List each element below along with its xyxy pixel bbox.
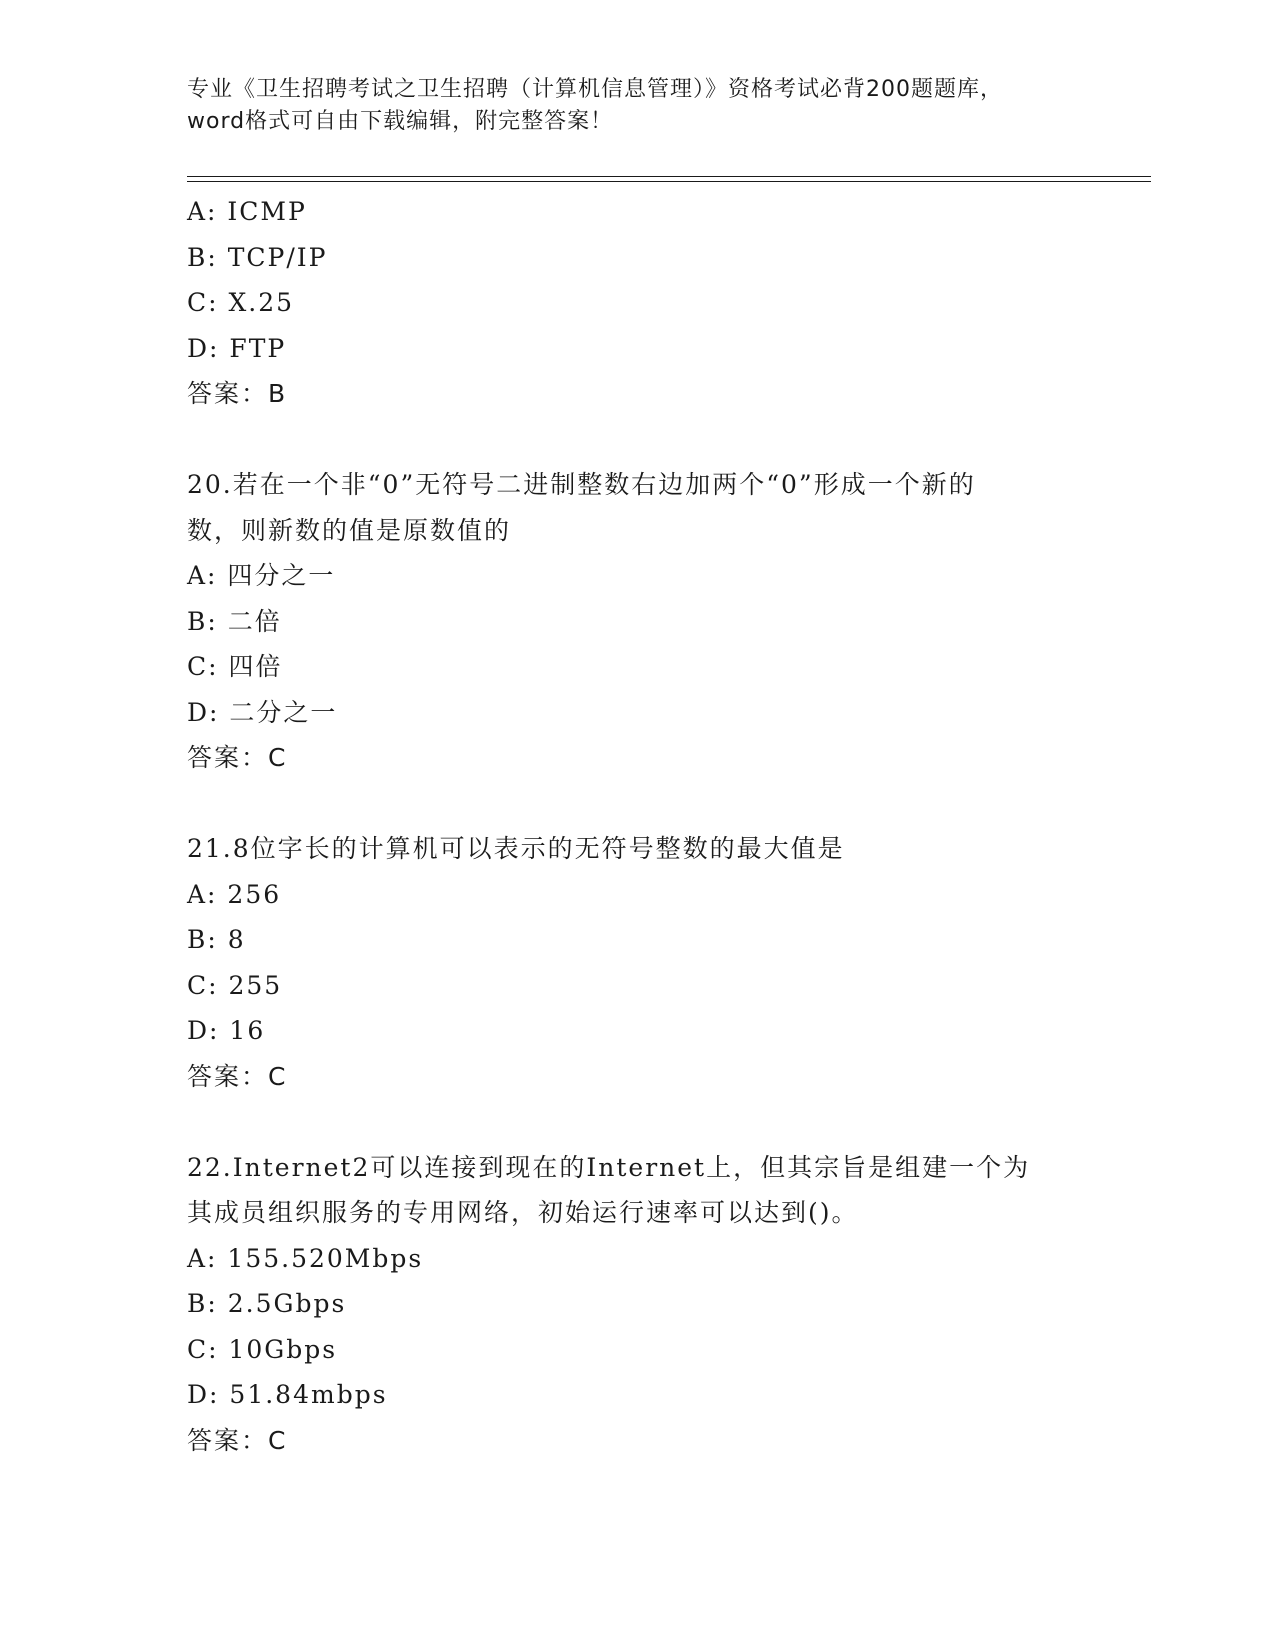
question-22 bbox=[187, 1145, 1087, 1464]
answer: 答案：C bbox=[187, 1425, 288, 1455]
header-divider-top bbox=[187, 176, 1151, 177]
option-b: B: 8 bbox=[187, 925, 246, 954]
option-c: C: 10Gbps bbox=[187, 1334, 338, 1364]
option-d: D: FTP bbox=[187, 333, 287, 363]
option-d: D: 二分之一 bbox=[187, 697, 338, 727]
option-a: A: 155.520Mbps bbox=[187, 1243, 424, 1273]
answer: 答案：C bbox=[187, 1061, 288, 1091]
option-a: A: 四分之一 bbox=[187, 561, 336, 590]
option-b: B: 二倍 bbox=[187, 606, 282, 636]
option-c: C: 255 bbox=[187, 970, 283, 1000]
option-d: D: 51.84mbps bbox=[187, 1380, 388, 1409]
option-c: C: X.25 bbox=[187, 288, 295, 317]
header-line-2: word格式可自由下载编辑，附完整答案！ bbox=[187, 109, 614, 134]
option-a: A: 256 bbox=[187, 879, 282, 909]
spacer bbox=[187, 1099, 1087, 1145]
spacer bbox=[187, 781, 1087, 827]
question-19 bbox=[187, 189, 1087, 417]
question-21 bbox=[187, 826, 1087, 1099]
question-text-line-1: 21.8位字长的计算机可以表示的无符号整数的最大值是 bbox=[187, 834, 845, 863]
header-divider-bottom bbox=[187, 181, 1151, 182]
option-c: C: 四倍 bbox=[187, 652, 283, 681]
option-d: D: 16 bbox=[187, 1016, 266, 1045]
document-header bbox=[187, 74, 1087, 138]
question-20 bbox=[187, 462, 1087, 781]
question-text-line-1: 22.Internet2可以连接到现在的Internet上，但其宗旨是组建一个为 bbox=[187, 1152, 1031, 1182]
question-list bbox=[187, 189, 1087, 1463]
question-text-line-1: 20.若在一个非“0”无符号二进制整数右边加两个“0”形成一个新的 bbox=[187, 470, 976, 499]
option-b: B: 2.5Gbps bbox=[187, 1289, 347, 1318]
answer: 答案：C bbox=[187, 743, 288, 772]
spacer bbox=[187, 417, 1087, 463]
answer: 答案：B bbox=[187, 379, 288, 408]
question-text-line-2: 数，则新数的值是原数值的 bbox=[187, 515, 512, 545]
option-a: A: ICMP bbox=[187, 197, 307, 226]
question-text-line-2: 其成员组织服务的专用网络，初始运行速率可以达到()。 bbox=[187, 1198, 859, 1227]
header-line-1: 专业《卫生招聘考试之卫生招聘（计算机信息管理）》资格考试必背200题题库， bbox=[187, 77, 1003, 102]
option-b: B: TCP/IP bbox=[187, 242, 328, 272]
